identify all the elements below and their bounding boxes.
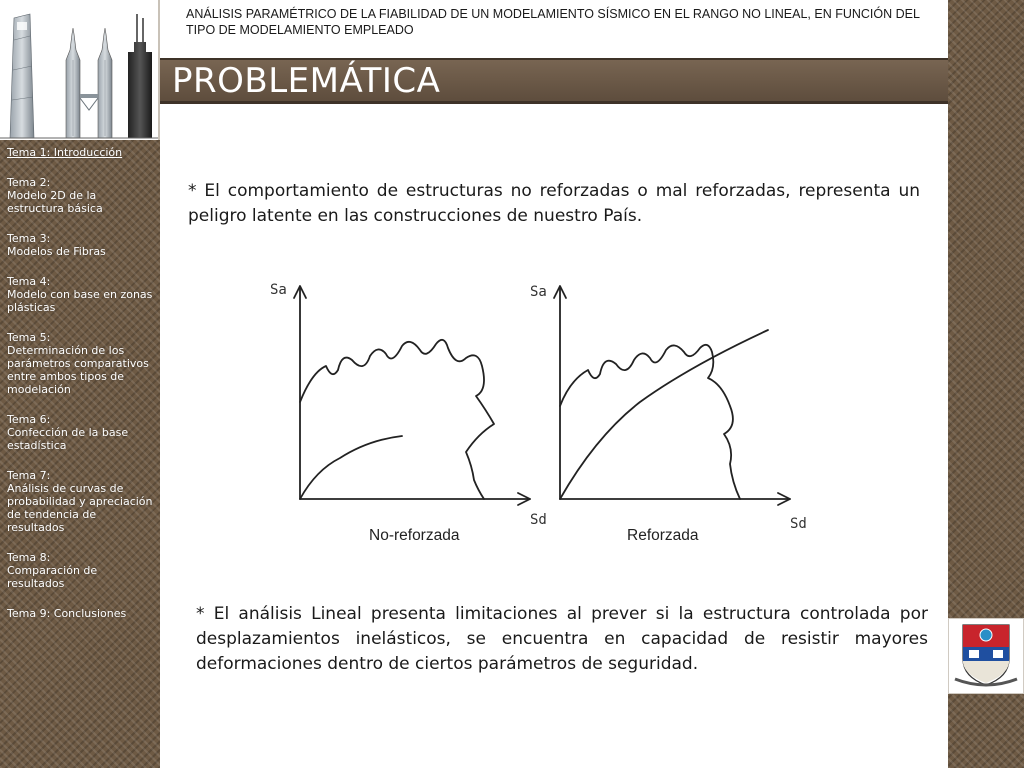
paragraph-linear-analysis-limitations: * El análisis Lineal presenta limitaciones al prever si la estructura controlada por desplazamientos inelásticos, se encuentra en capacidad de resistir mayores deformaciones dentro de ciertos parámetros de seguridad. xyxy=(196,604,928,674)
page-title: PROBLEMÁTICA xyxy=(172,61,441,101)
nav-item-tema-3[interactable]: Tema 3: Modelos de Fibras xyxy=(7,232,106,258)
nav-item-tema-2[interactable]: Tema 2: Modelo 2D de la estructura básica xyxy=(7,176,103,215)
topic-navigation xyxy=(0,140,160,768)
x-axis-label-right: Sd xyxy=(790,516,807,532)
slide-title-bar xyxy=(160,58,948,104)
presentation-header-title: ANÁLISIS PARAMÉTRICO DE LA FIABILIDAD DE UN MODELAMIENTO SÍSMICO EN EL RANGO NO LINEAL, EN FUNCIÓN DEL TIPO DE MODELAMIENTO EMPLEADO xyxy=(186,7,920,37)
nav-item-tema-8[interactable]: Tema 8: Comparación de resultados xyxy=(7,551,98,590)
y-axis-label-left: Sa xyxy=(270,282,287,298)
curve-reforzada-upper xyxy=(560,345,740,499)
nav-item-tema-7[interactable]: Tema 7: Análisis de curvas de probabilidad y apreciación de tendencia de resultados xyxy=(7,469,153,534)
slide-content xyxy=(160,104,948,768)
curve-no-reforzada-lower xyxy=(300,436,402,499)
curve-no-reforzada-upper xyxy=(300,340,494,499)
capacity-curves-diagram xyxy=(260,274,820,534)
university-logo-icon xyxy=(948,618,1024,694)
caption-no-reforzada: No-reforzada xyxy=(369,527,460,544)
nav-item-tema-5[interactable]: Tema 5: Determinación de los parámetros comparativos entre ambos tipos de modelación xyxy=(7,331,149,396)
nav-item-tema-1[interactable]: Tema 1: Introducción xyxy=(7,146,123,159)
caption-reforzada: Reforzada xyxy=(627,527,699,544)
nav-item-tema-4[interactable]: Tema 4: Modelo con base en zonas plásticas xyxy=(7,275,153,314)
axes-no-reforzada xyxy=(294,286,530,505)
left-sidebar xyxy=(0,0,160,768)
nav-item-tema-6[interactable]: Tema 6: Confección de la base estadística xyxy=(7,413,129,452)
x-axis-label-left: Sd xyxy=(530,512,547,528)
skyline-image xyxy=(0,0,160,140)
axes-reforzada xyxy=(554,286,790,505)
nav-item-tema-9[interactable]: Tema 9: Conclusiones xyxy=(7,607,127,620)
header-strip xyxy=(160,0,948,58)
y-axis-label-right: Sa xyxy=(530,284,547,300)
paragraph-unreinforced-structures: * El comportamiento de estructuras no reforzadas o mal reforzadas, representa un peligro latente en las construcciones de nuestro País. xyxy=(188,181,920,226)
